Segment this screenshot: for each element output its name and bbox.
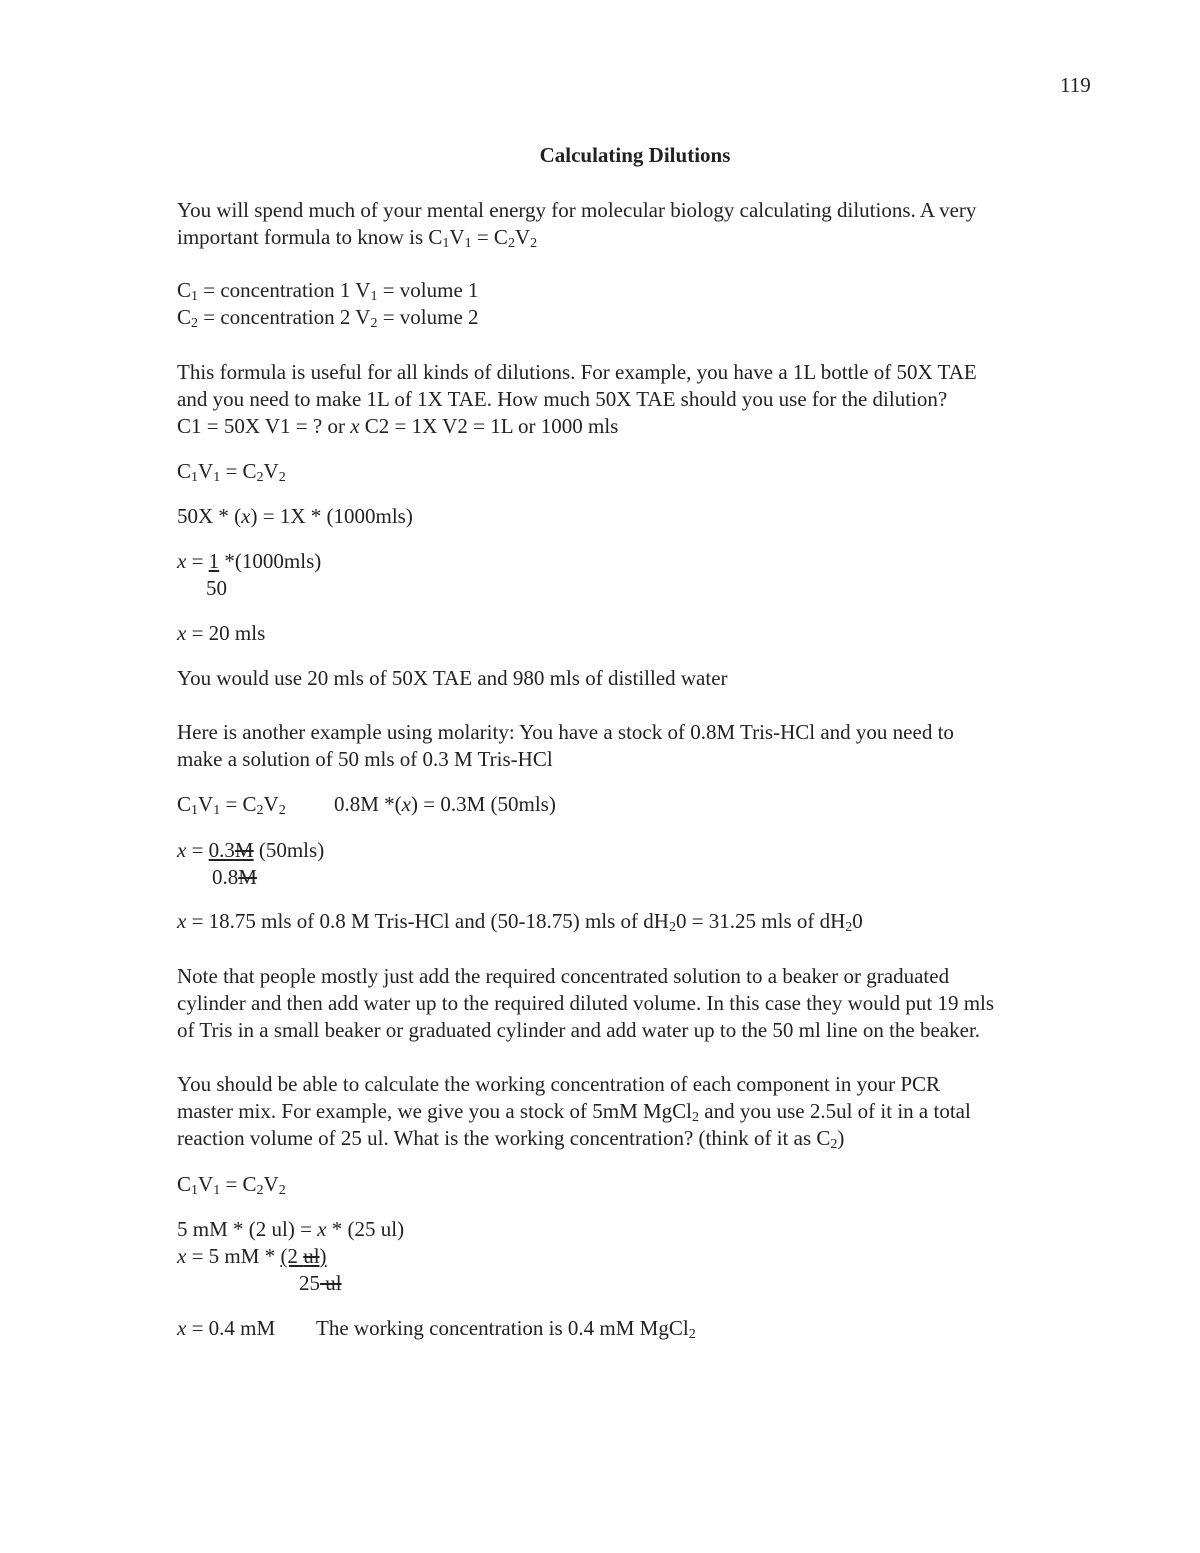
example1-step-2: x = 1 *(1000mls): [177, 549, 322, 573]
pcr-line-1: You should be able to calculate the working concentration of each component in your PCR: [177, 1072, 941, 1096]
pcr-result: x = 0.4 mM: [177, 1316, 276, 1340]
intro-line-2: important formula to know is $C_1V_1 = C_2V_2$: [177, 225, 538, 251]
pcr-line-3: reaction volume of 25 ul. What is the working concentration? (think of it as $C_2$): [177, 1126, 845, 1152]
page-title: Calculating Dilutions: [539, 143, 731, 167]
note-line-2: cylinder and then add water up to the required diluted volume. In this case they would put 19 mls: [177, 991, 995, 1015]
example2-result: x = 18.75 mls of 0.8 M Tris-HCl and (50-18.75) mls of $dH_20 = 31.25$ mls of $dH_20$: [177, 909, 863, 935]
intro-line-1: You will spend much of your mental energy for molecular biology calculating dilutions. A very: [177, 198, 977, 222]
pcr-line-2: master mix. For example, we give you a stock of 5mM MgCl$_2$ and you use 2.5ul of it in a total: [177, 1099, 971, 1125]
example1-step-1: 50X * (x) = 1X * (1000mls): [177, 504, 413, 528]
example2-fraction-denominator: 0.8M: [212, 865, 257, 889]
pcr-result-sentence: The working concentration is 0.4 mM MgCl$_2$: [316, 1316, 696, 1342]
example1-step-2-denominator: 50: [206, 576, 227, 600]
definition-c2-v2: $C_2$ = concentration 2 $V_2$ = volume 2: [177, 305, 479, 331]
example2-para-line-1: Here is another example using molarity: You have a stock of 0.8M Tris-HCl and you need to: [177, 720, 954, 744]
page-number: 119: [1060, 73, 1091, 97]
example1-para-line-1: This formula is useful for all kinds of dilutions. For example, you have a 1L bottle of 50X TAE: [177, 360, 977, 384]
example2-equation: 0.8M *(x) = 0.3M (50mls): [334, 792, 556, 816]
pcr-formula: $C_1V_1 = C_2V_2$: [177, 1172, 286, 1198]
note-line-1: Note that people mostly just add the required concentrated solution to a beaker or graduated: [177, 964, 950, 988]
example1-formula: $C_1V_1 = C_2V_2$: [177, 459, 286, 485]
note-line-3: of Tris in a small beaker or graduated cylinder and add water up to the 50 ml line on the beaker.: [177, 1018, 981, 1042]
example1-givens: C1 = 50X V1 = ? or x C2 = 1X V2 = 1L or 1000 mls: [177, 414, 619, 438]
pcr-step-2-denominator: 25 ul: [299, 1271, 342, 1295]
example2-fraction: x = 0.3M (50mls): [177, 838, 325, 862]
example1-conclusion: You would use 20 mls of 50X TAE and 980 mls of distilled water: [177, 666, 728, 690]
definition-c1-v1: $C_1$ = concentration 1 $V_1$ = volume 1: [177, 278, 479, 304]
pcr-step-1: 5 mM * (2 ul) = x * (25 ul): [177, 1217, 405, 1241]
example2-para-line-2: make a solution of 50 mls of 0.3 M Tris-HCl: [177, 747, 553, 771]
example2-formula: $C_1V_1 = C_2V_2$: [177, 792, 286, 818]
example1-result: x = 20 mls: [177, 621, 266, 645]
example1-para-line-2: and you need to make 1L of 1X TAE. How much 50X TAE should you use for the dilution?: [177, 387, 948, 411]
pcr-step-2: x = 5 mM * (2 ul): [177, 1244, 327, 1268]
